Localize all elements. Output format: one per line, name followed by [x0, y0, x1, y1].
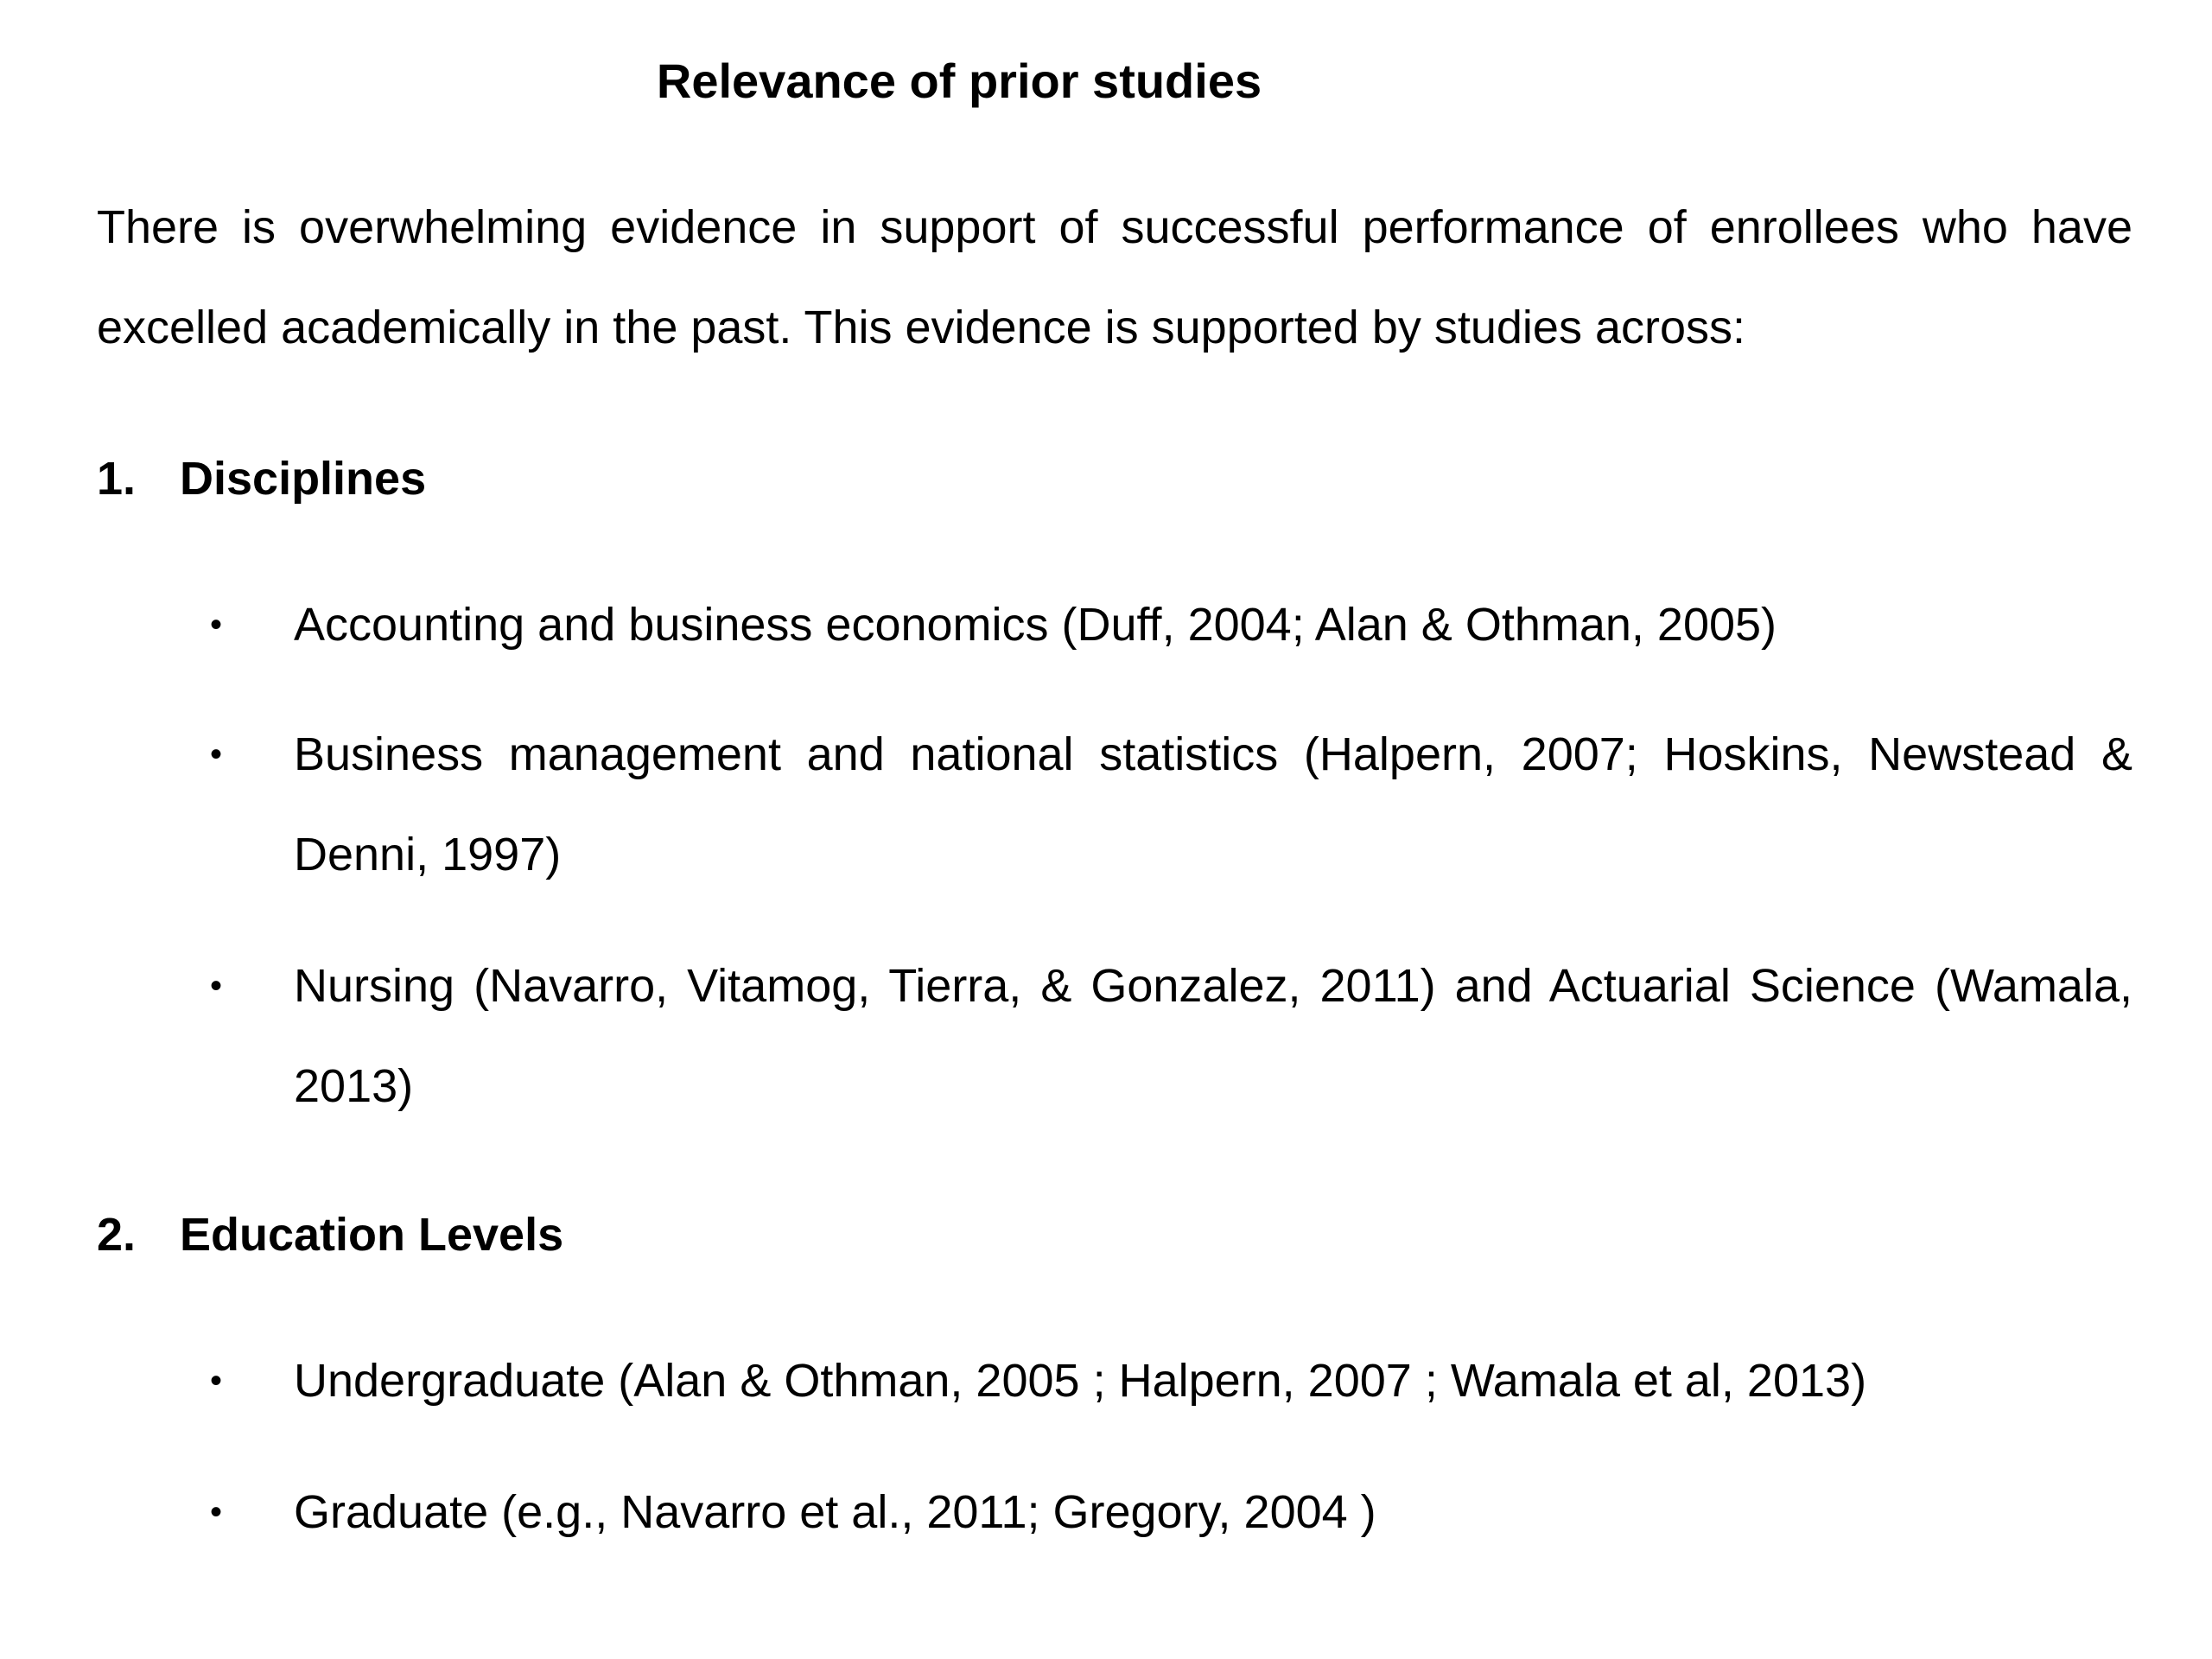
list-item-text: Business management and national statistics (Halpern, 2007; Hoskins, Newstead & Denni, 1997) [294, 728, 2133, 880]
section-heading-education-levels [97, 1204, 563, 1266]
list-item-text: Nursing (Navarro, Vitamog, Tierra, & Gonzalez, 2011) and Actuarial Science (Wamala, 2013) [294, 960, 2133, 1112]
list-item [207, 936, 2133, 1136]
page-title: Relevance of prior studies [656, 54, 1262, 108]
section-title: Education Levels [180, 1209, 564, 1261]
bullet-icon: • [209, 1493, 222, 1531]
bullet-icon: • [209, 606, 222, 644]
list-item-text: Undergraduate (Alan & Othman, 2005 ; Halpern, 2007 ; Wamala et al, 2013) [294, 1355, 1867, 1407]
list-item [207, 1331, 2133, 1431]
list-item [207, 1462, 2133, 1562]
section-number: 1. [97, 453, 137, 505]
bullet-icon: • [209, 735, 222, 773]
list-item-text: Accounting and business economics (Duff, 2004; Alan & Othman, 2005) [294, 599, 1777, 651]
list-item [207, 704, 2133, 905]
bullet-icon: • [209, 1362, 222, 1400]
bullet-icon: • [209, 967, 222, 1005]
section-number: 2. [97, 1209, 137, 1261]
section-title: Disciplines [180, 453, 427, 505]
intro-paragraph: There is overwhelming evidence in support of successful performance of enrollees who have excelled academically in the past. This evidence is supported by studies across: [97, 201, 2133, 353]
section-heading-disciplines [97, 448, 426, 510]
list-item [207, 575, 2133, 675]
list-item-text: Graduate (e.g., Navarro et al., 2011; Gregory, 2004 ) [294, 1486, 1376, 1538]
